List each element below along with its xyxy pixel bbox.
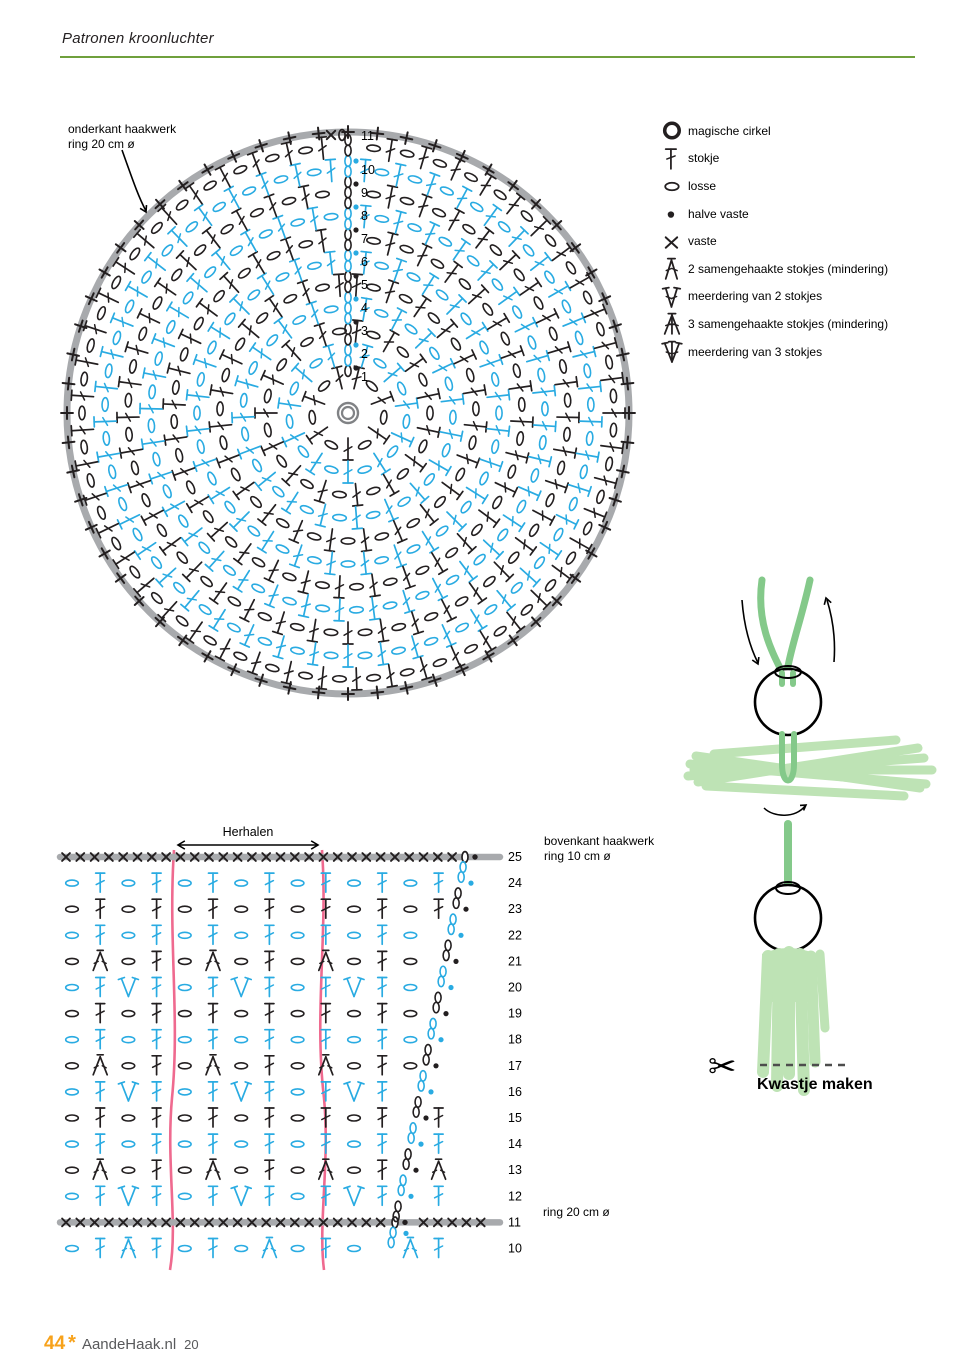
- vaste-icon: [660, 228, 686, 255]
- svg-text:24: 24: [508, 876, 522, 891]
- svg-text:7: 7: [361, 232, 368, 246]
- legend-label: vaste: [688, 234, 717, 249]
- page-number: 44: [44, 1333, 66, 1354]
- svg-text:25: 25: [508, 850, 522, 864]
- legend-label: losse: [688, 178, 717, 193]
- stokjes-2-samen-icon: [660, 255, 686, 282]
- site-name: AandeHaak.nl: [81, 1336, 177, 1353]
- svg-text:12: 12: [508, 1189, 522, 1204]
- legend-label: stokje: [688, 151, 720, 166]
- legend-item: [660, 200, 960, 228]
- label-arrow: [122, 150, 146, 212]
- round-stitches: [71, 137, 625, 690]
- svg-text:20: 20: [508, 980, 522, 995]
- legend-item: [660, 172, 960, 200]
- legend-item: [660, 338, 960, 366]
- legend-label: 3 samengehaakte stokjes (mindering): [688, 316, 889, 331]
- svg-text:11: 11: [508, 1215, 521, 1230]
- legend-item: [660, 145, 960, 173]
- meerdering-2-icon: [660, 283, 686, 310]
- rotate-arrow: [764, 805, 806, 815]
- band-stitches: [66, 873, 446, 1257]
- svg-text:13: 13: [508, 1163, 522, 1178]
- svg-text:5: 5: [361, 278, 368, 292]
- bead-top: [755, 666, 821, 735]
- legend-label: meerdering van 2 stokjes: [688, 289, 823, 304]
- svg-text:18: 18: [508, 1032, 522, 1047]
- legend: [660, 117, 960, 365]
- svg-text:2: 2: [361, 347, 368, 361]
- pull-strands: [761, 580, 810, 672]
- legend-label: magische cirkel: [688, 123, 771, 138]
- issue-number: 20: [184, 1337, 199, 1352]
- band-row-column: [388, 862, 473, 1248]
- header-rule: [60, 56, 915, 58]
- svg-text:22: 22: [508, 928, 522, 943]
- svg-text:16: 16: [508, 1084, 522, 1099]
- scissors-icon: [708, 1047, 737, 1087]
- svg-text:15: 15: [508, 1111, 522, 1125]
- repeat-arrow: [178, 825, 318, 849]
- legend-item: [660, 227, 960, 255]
- band-chart-ring-label: ring 20 cm ø: [543, 1205, 610, 1219]
- circle-crochet-chart: [56, 108, 641, 708]
- svg-text:21: 21: [508, 954, 522, 969]
- svg-text:8: 8: [361, 209, 368, 223]
- repeat-lines: [170, 850, 326, 1270]
- stokje-icon: [660, 145, 686, 172]
- svg-text:14: 14: [508, 1137, 522, 1152]
- band-chart-top-label: bovenkant haakwerk ring 10 cm ø: [544, 834, 655, 863]
- legend-label: halve vaste: [688, 206, 749, 221]
- svg-text:4: 4: [361, 301, 368, 315]
- legend-item: [660, 117, 960, 145]
- svg-text:3: 3: [361, 324, 368, 338]
- magic-circle-icon: [660, 117, 686, 144]
- legend-item: [660, 283, 960, 311]
- tassel-caption: Kwastje maken: [757, 1076, 873, 1093]
- svg-text:✂: ✂: [708, 1047, 737, 1087]
- bead-bottom: [755, 882, 821, 951]
- circle-chart-label: onderkant haakwerk ring 20 cm ø: [68, 122, 177, 151]
- svg-text:23: 23: [508, 902, 522, 917]
- svg-text:11: 11: [361, 129, 374, 143]
- legend-label: meerdering van 3 stokjes: [688, 344, 823, 359]
- legend-item: [660, 310, 960, 338]
- meerdering-3-icon: [660, 338, 686, 365]
- tassel-fringe: [762, 948, 825, 1090]
- stokjes-3-samen-icon: [660, 310, 686, 337]
- svg-text:17: 17: [508, 1058, 522, 1073]
- band-row-numbers: [508, 850, 522, 1256]
- halve-vaste-icon: [660, 200, 686, 227]
- svg-text:6: 6: [361, 255, 368, 269]
- star-icon: *: [68, 1332, 76, 1354]
- band-crochet-chart: [56, 818, 626, 1293]
- losse-icon: [660, 172, 686, 199]
- magic-circle-symbol: [338, 403, 358, 423]
- svg-text:10: 10: [361, 163, 375, 177]
- svg-text:1: 1: [361, 370, 368, 384]
- svg-text:10: 10: [508, 1241, 522, 1256]
- legend-label: 2 samengehaakte stokjes (mindering): [688, 261, 889, 276]
- page-title: Patronen kroonluchter: [62, 30, 214, 47]
- svg-text:9: 9: [361, 186, 368, 200]
- ring-20cm: [67, 132, 629, 694]
- page-footer: [44, 1332, 199, 1355]
- yarn-bundle: [688, 740, 932, 796]
- legend-item: [660, 255, 960, 283]
- svg-text:19: 19: [508, 1006, 522, 1021]
- svg-text:Herhalen: Herhalen: [222, 825, 274, 839]
- tassel-illustration: [698, 572, 960, 1117]
